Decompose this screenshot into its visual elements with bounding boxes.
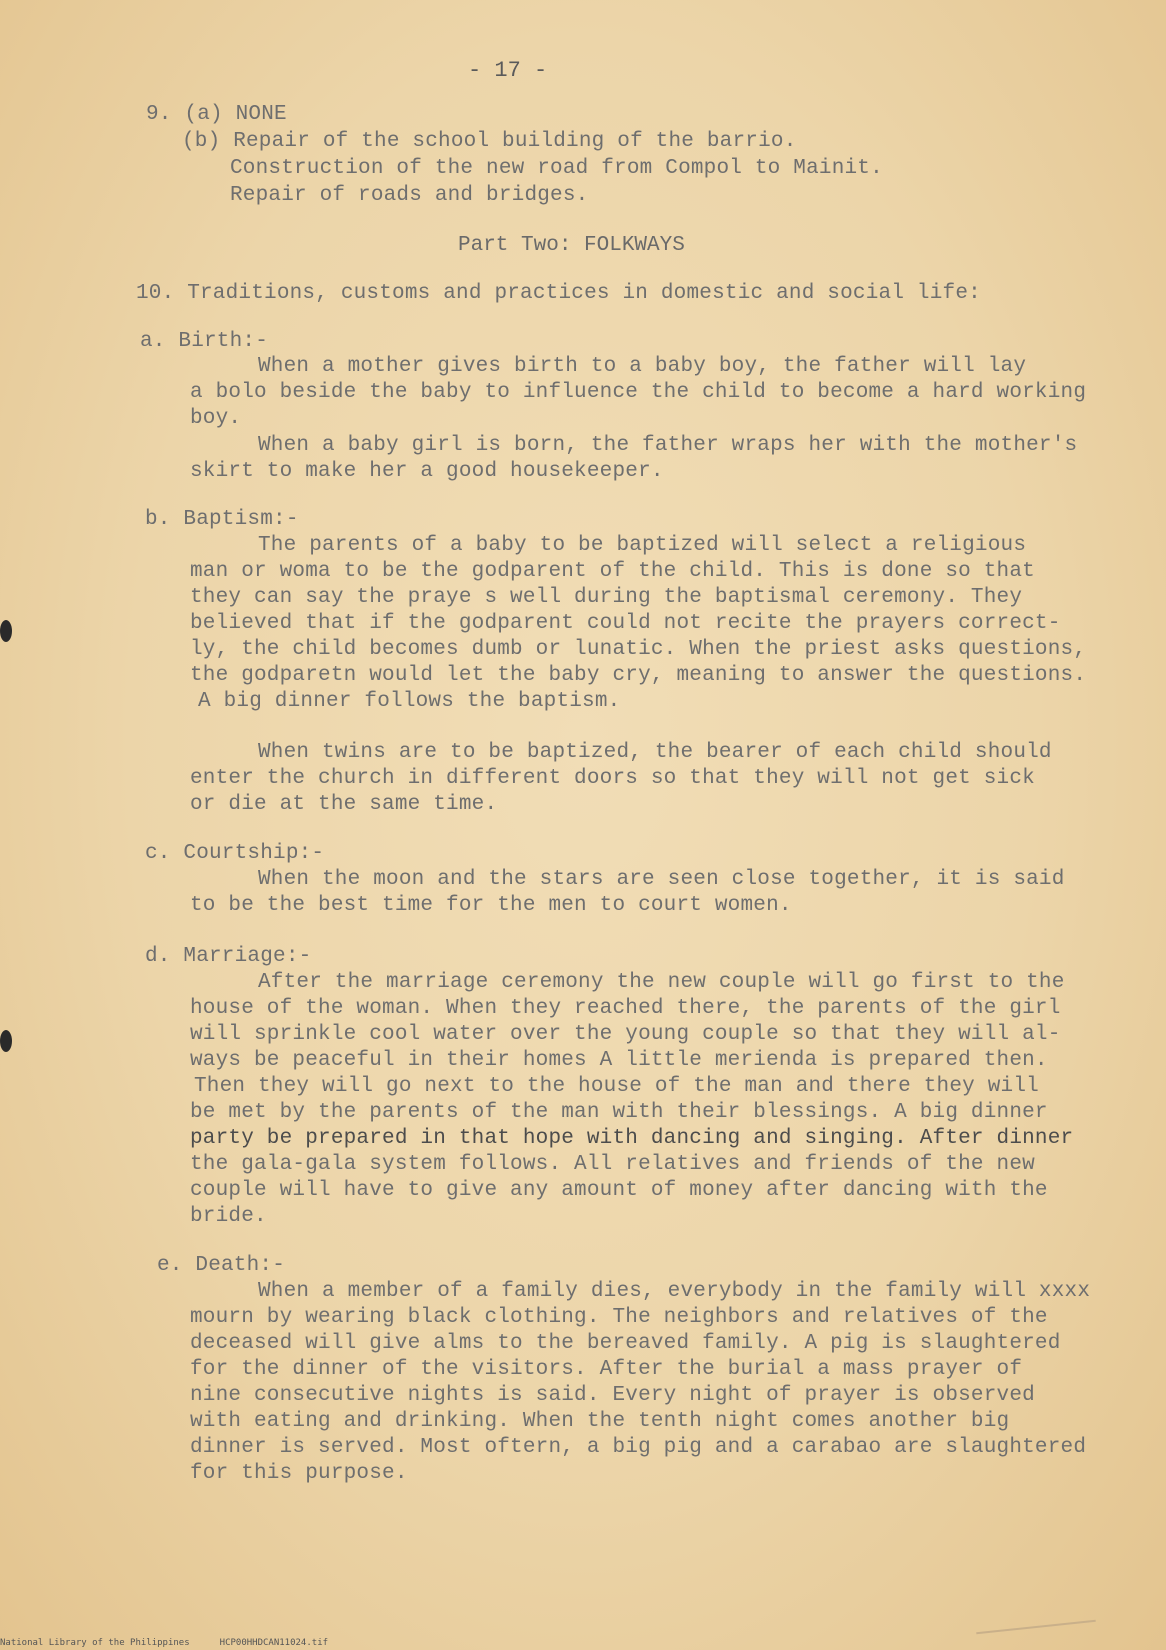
page-number: - 17 - — [468, 58, 548, 83]
death-line: for this purpose. — [190, 1462, 408, 1485]
marriage-label: d. Marriage:- — [145, 945, 312, 968]
death-line: for the dinner of the visitors. After the burial a mass prayer of — [190, 1358, 1023, 1381]
baptism-line: The parents of a baby to be baptized will select a religious — [258, 534, 1027, 557]
section-10-heading: 10. Traditions, customs and practices in domestic and social life: — [136, 282, 981, 305]
binding-hole-icon — [0, 1030, 12, 1052]
item-9b-line-1: (b) Repair of the school building of the barrio. — [182, 130, 797, 153]
courtship-label: c. Courtship:- — [145, 842, 325, 865]
death-line: nine consecutive nights is said. Every night of prayer is observed — [190, 1384, 1035, 1407]
death-line: with eating and drinking. When the tenth night comes another big — [190, 1410, 1010, 1433]
footer-library: National Library of the Philippines — [0, 1638, 190, 1648]
item-9b-line-2: Construction of the new road from Compol to Mainit. — [230, 157, 883, 180]
baptism-line: ly, the child becomes dumb or lunatic. When the priest asks questions, — [190, 638, 1087, 661]
birth-line: When a baby girl is born, the father wraps her with the mother's — [258, 434, 1078, 457]
marriage-line: couple will have to give any amount of money after dancing with the — [190, 1179, 1048, 1202]
baptism-label: b. Baptism:- — [145, 508, 299, 531]
marriage-line: be met by the parents of the man with their blessings. A big dinner — [190, 1101, 1048, 1124]
marriage-line: party be prepared in that hope with dancing and singing. After dinner — [190, 1127, 1074, 1150]
binding-hole-icon — [0, 620, 12, 642]
baptism-line: believed that if the godparent could not recite the prayers correct- — [190, 612, 1061, 635]
footer-file: HCP00HHDCAN11024.tif — [219, 1638, 329, 1648]
marriage-line: will sprinkle cool water over the young couple so that they will al- — [190, 1023, 1061, 1046]
death-line: mourn by wearing black clothing. The neighbors and relatives of the — [190, 1306, 1048, 1329]
baptism-line: When twins are to be baptized, the bearer of each child should — [258, 741, 1052, 764]
death-line: dinner is served. Most oftern, a big pig and a carabao are slaughtered — [190, 1436, 1087, 1459]
marriage-line: house of the woman. When they reached there, the parents of the girl — [190, 997, 1061, 1020]
part-title: Part Two: FOLKWAYS — [458, 234, 685, 257]
courtship-line: When the moon and the stars are seen close together, it is said — [258, 868, 1065, 891]
birth-label: a. Birth:- — [140, 330, 269, 353]
baptism-line: they can say the praye s well during the baptismal ceremony. They — [190, 586, 1023, 609]
scan-footer — [0, 1638, 358, 1648]
marriage-line: ways be peaceful in their homes A little merienda is prepared then. — [190, 1049, 1048, 1072]
item-9a: 9. (a) NONE — [146, 103, 287, 126]
marriage-line: the gala-gala system follows. All relatives and friends of the new — [190, 1153, 1035, 1176]
birth-line: a bolo beside the baby to influence the child to become a hard working — [190, 381, 1087, 404]
baptism-line: the godparetn would let the baby cry, meaning to answer the questions. — [190, 664, 1087, 687]
death-line: deceased will give alms to the bereaved family. A pig is slaughtered — [190, 1332, 1061, 1355]
birth-line: boy. — [190, 407, 242, 430]
death-label: e. Death:- — [157, 1254, 286, 1277]
marriage-line: Then they will go next to the house of the man and there they will — [194, 1075, 1039, 1098]
death-line: When a member of a family dies, everybody in the family will xxxx — [258, 1280, 1091, 1303]
baptism-line: or die at the same time. — [190, 793, 498, 816]
baptism-line: enter the church in different doors so that they will not get sick — [190, 767, 1035, 790]
marriage-line: bride. — [190, 1205, 267, 1228]
birth-line: skirt to make her a good housekeeper. — [190, 460, 664, 483]
marriage-line: After the marriage ceremony the new couple will go first to the — [258, 971, 1065, 994]
birth-line: When a mother gives birth to a baby boy, the father will lay — [258, 355, 1027, 378]
courtship-line: to be the best time for the men to court women. — [190, 894, 792, 917]
baptism-line: A big dinner follows the baptism. — [198, 690, 621, 713]
baptism-line: man or woma to be the godparent of the child. This is done so that — [190, 560, 1035, 583]
item-9b-line-3: Repair of roads and bridges. — [230, 184, 589, 207]
page-edge-mark — [976, 1620, 1096, 1635]
